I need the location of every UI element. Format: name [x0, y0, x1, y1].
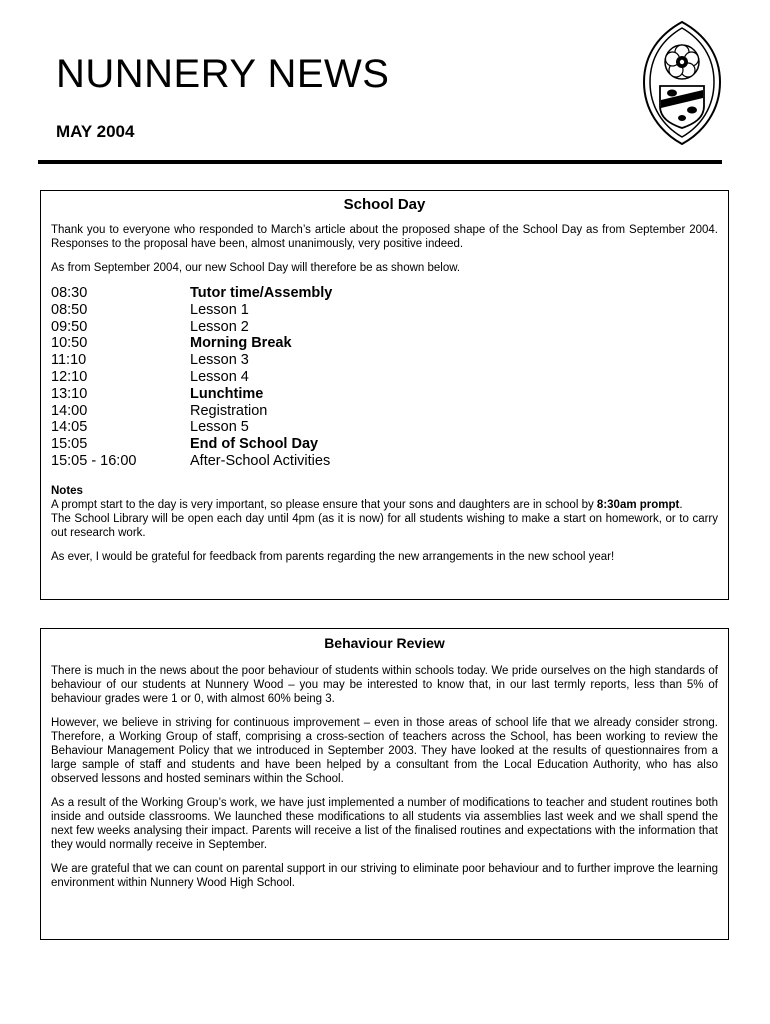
schedule-time: 12:10 [51, 368, 88, 385]
schedule-time: 08:50 [51, 301, 88, 318]
schedule-time: 15:05 - 16:00 [51, 452, 137, 469]
schedule-activity: Lesson 5 [190, 419, 249, 436]
schedule-activity: Morning Break [190, 335, 292, 352]
school-crest-icon [642, 20, 722, 146]
behaviour-paragraph-2: However, we believe in striving for continuous improvement – even in those areas of school life that we already consider strong. Therefore, a Working Group of staff, comprising a cross-section of teachers across the School, has been working to review the Behaviour Management Policy that we introduced in September 2003. They have looked at the results of questionnaires from a large sample of staff and students and have been helped by a consultant from the Local Education Authority, who has also observed lessons and hosted seminars within the School. [51, 717, 718, 785]
behaviour-paragraph-3: As a result of the Working Group’s work, we have just implemented a number of modifications to teacher and student routines both inside and outside classrooms. We launched these modifications to all students via assemblies last week and we shall spend the next few weeks analysing their impact. Parents will receive a list of the finalised routines and expectations with the information that they would normally receive in September. [51, 797, 718, 851]
schedule-time: 14:00 [51, 402, 88, 419]
schedule-row [51, 369, 718, 386]
schedule-row [51, 436, 718, 453]
schedule-table [51, 285, 718, 470]
schedule-row [51, 419, 718, 436]
schedule-row [51, 403, 718, 420]
schedule-row [51, 386, 718, 403]
notes-prompt-text: A prompt start to the day is very important, so please ensure that your sons and daughters are in school by [51, 498, 597, 511]
schedule-row [51, 285, 718, 302]
schedule-time: 08:30 [51, 285, 88, 301]
schedule-time: 10:50 [51, 335, 88, 352]
notes-block [51, 484, 718, 540]
schedule-time: 13:10 [51, 385, 88, 402]
schedule-row [51, 335, 718, 352]
schedule-time: 09:50 [51, 318, 88, 335]
newsletter-title: NUNNERY NEWS [56, 52, 390, 96]
notes-prompt-end: . [679, 498, 683, 511]
schedule-row [51, 352, 718, 369]
schedule-activity: Lesson 4 [190, 368, 249, 385]
behaviour-paragraph-4: We are grateful that we can count on parental support in our striving to eliminate poor behaviour and to further improve the learning environment within Nunnery Wood High School. [51, 863, 718, 889]
behaviour-review-section [40, 628, 729, 940]
schedule-time: 14:05 [51, 419, 88, 436]
schedule-row [51, 319, 718, 336]
school-day-title: School Day [343, 196, 426, 213]
schedule-row [51, 453, 718, 470]
notes-prompt-time: 8:30am prompt [596, 498, 680, 511]
school-day-intro-1: Thank you to everyone who responded to March’s article about the proposed shape of the School Day as from September 2004. Responses to the proposal have been, almost unanimously, very positive indeed. [51, 224, 718, 250]
notes-heading: Notes [51, 484, 83, 497]
behaviour-review-title: Behaviour Review [324, 635, 445, 651]
schedule-activity: After-School Activities [190, 452, 331, 469]
schedule-time: 15:05 [51, 436, 88, 453]
school-day-section [40, 190, 729, 600]
school-day-intro-2: As from September 2004, our new School Day will therefore be as shown below. [51, 262, 461, 274]
behaviour-paragraph-1: There is much in the news about the poor behaviour of students within schools today. We pride ourselves on the high standards of behaviour of our students at Nunnery Wood – you may be interested to know that, in our last termly reports, less than 5% of behaviour grades were 1 or 0, with almost 60% being 3. [51, 665, 718, 705]
schedule-row [51, 302, 718, 319]
schedule-activity: Registration [190, 402, 268, 419]
schedule-activity: End of School Day [190, 436, 319, 453]
notes-prompt [51, 498, 718, 512]
schedule-activity: Lesson 1 [190, 301, 249, 318]
header-divider [38, 160, 722, 164]
schedule-activity: Lesson 3 [190, 352, 249, 369]
schedule-time: 11:10 [51, 352, 87, 369]
schedule-activity: Tutor time/Assembly [190, 285, 333, 301]
school-day-closing: As ever, I would be grateful for feedback from parents regarding the new arrangements in the new school year! [51, 550, 615, 563]
notes-library: The School Library will be open each day until 4pm (as it is now) for all students wishing to make a start on homework, or to carry out research work. [51, 512, 718, 539]
issue-date: MAY 2004 [56, 122, 135, 141]
schedule-activity: Lesson 2 [190, 318, 249, 335]
schedule-activity: Lunchtime [190, 385, 264, 402]
